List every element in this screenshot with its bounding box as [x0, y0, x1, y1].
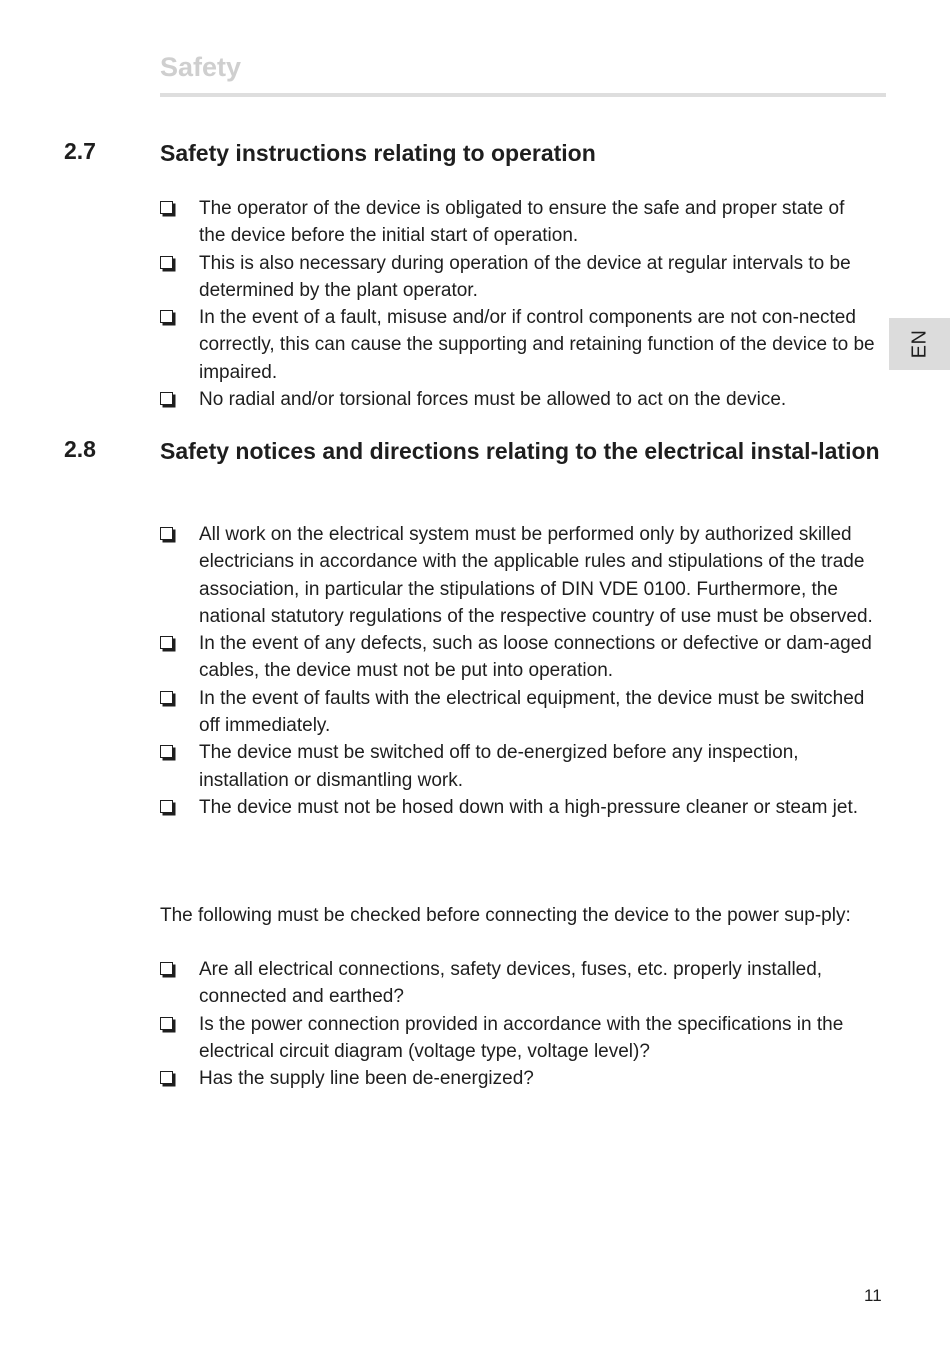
checkbox-bullet-icon [160, 310, 173, 323]
page-number: 11 [864, 1286, 882, 1305]
list-item: Are all electrical connections, safety devices, fuses, etc. properly installed, connected and earthed? [160, 956, 876, 1011]
checkbox-bullet-icon [160, 527, 173, 540]
list-item: This is also necessary during operation of the device at regular intervals to be determined by the plant operator. [160, 250, 876, 305]
section-number: 2.7 [64, 138, 96, 164]
power-checklist [160, 956, 876, 1092]
checkbox-bullet-icon [160, 256, 173, 269]
header-rule [160, 93, 886, 97]
checkbox-bullet-icon [160, 691, 173, 704]
list-item: The device must be switched off to de-energized before any inspection, installation or dismantling work. [160, 739, 876, 794]
list-item: In the event of any defects, such as loose connections or defective or dam-aged cables, the device must not be put into operation. [160, 630, 876, 685]
checkbox-bullet-icon [160, 962, 173, 975]
list-item: In the event of faults with the electrical equipment, the device must be switched off immediately. [160, 685, 876, 740]
section-title: Safety notices and directions relating to the electrical instal-lation [160, 438, 880, 464]
checkbox-bullet-icon [160, 392, 173, 405]
list-item: The operator of the device is obligated to ensure the safe and proper state of the device before the initial start of operation. [160, 195, 876, 250]
list-item: No radial and/or torsional forces must be allowed to act on the device. [160, 386, 876, 413]
checklist-intro: The following must be checked before connecting the device to the power sup-ply: [160, 905, 851, 926]
list-item: Is the power connection provided in accordance with the specifications in the electrical circuit diagram (voltage type, voltage level)? [160, 1011, 876, 1066]
list-item: Has the supply line been de-energized? [160, 1065, 876, 1092]
checkbox-bullet-icon [160, 1017, 173, 1030]
page-header-title: Safety [160, 52, 242, 82]
checkbox-bullet-icon [160, 636, 173, 649]
list-item: In the event of a fault, misuse and/or if control components are not con-nected correctly, this can cause the supporting and retaining function of the device to be impaired. [160, 304, 876, 386]
operation-bullet-list [160, 195, 876, 413]
list-item: The device must not be hosed down with a high-pressure cleaner or steam jet. [160, 794, 876, 821]
checkbox-bullet-icon [160, 201, 173, 214]
language-tab-label: EN [908, 329, 930, 359]
section-number: 2.8 [64, 436, 96, 462]
checkbox-bullet-icon [160, 745, 173, 758]
language-tab [889, 318, 950, 370]
electrical-bullet-list [160, 521, 876, 821]
section-title: Safety instructions relating to operation [160, 140, 596, 166]
checkbox-bullet-icon [160, 1071, 173, 1084]
checkbox-bullet-icon [160, 800, 173, 813]
list-item: All work on the electrical system must be performed only by authorized skilled electricians in accordance with the applicable rules and stipulations of the trade association, in particular the stipulations of DIN VDE 0100. Furthermore, the national statutory regulations of the respective country of use must be observed. [160, 521, 876, 630]
